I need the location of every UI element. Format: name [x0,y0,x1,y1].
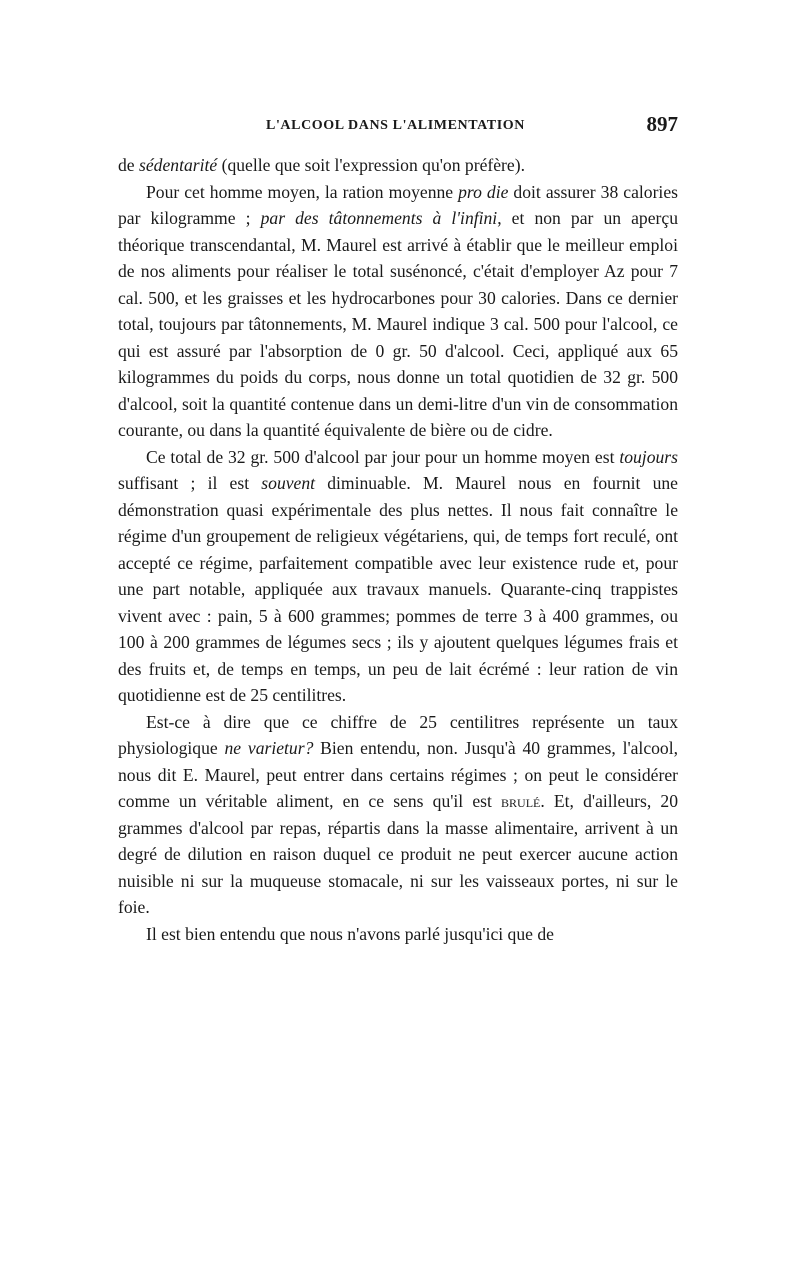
smallcaps-text: brulé [501,791,541,811]
italic-text: souvent [261,473,316,493]
text-run: Ce total de 32 gr. 500 d'alcool par jour pour un homme moyen est [146,446,620,467]
running-title: L'ALCOOL DANS L'ALIMENTATION [266,118,525,133]
italic-text: toujours [619,446,678,467]
running-head [118,112,678,152]
text-run: (quelle que soit l'expression qu'on préfère). [217,155,525,175]
text-run: , et non par un aperçu théorique transcendantal, M. Maurel est arrivé à établir que le meilleur emploi de nos aliments pour réaliser le total susénoncé, c'était d'employer Az pour 7 cal. 500, et les graisses et les hydrocarbones pour 30 calories. Dans ce dernier total, toujours par tâtonnements, M. Maurel indique 3 cal. 500 pour l'alcool, ce qui est assuré par l'absorption de 0 gr. 50 d'alcool. Ceci, appliqué aux 65 kilogrammes du poids du corps, nous donne un total quotidien de 32 gr. 500 d'alcool, soit la quantité contenue dans un demi-litre d'un vin de consommation courante, ou dans la quantité équivalente de bière ou de cidre. [118,208,678,440]
text-run: Pour cet homme moyen, la ration moyenne [146,181,459,202]
book-page [118,112,678,947]
text-run: Bien entendu, non. Jusqu'à 40 grammes, l'alcool, nous dit E. Maurel, peut entrer dans certains régimes ; on peut le considérer comme un véritable aliment, en ce sens qu'il est [118,738,679,811]
page-number: 897 [646,112,678,136]
italic-text: ne varietur? [224,738,314,758]
text-run: Il est bien entendu que nous n'avons parlé jusqu'ici que de [146,923,554,944]
paragraph [118,152,678,179]
body-text [118,152,678,947]
italic-text: par des tâtonnements à l'infini [260,208,498,228]
italic-text: sédentarité [139,155,218,175]
paragraph [118,179,678,444]
paragraph [118,444,678,709]
paragraph [118,709,678,921]
text-run: Est-ce à dire que ce chiffre de 25 centilitres représente un taux physiologique [118,711,678,758]
text-run: de [118,155,140,175]
italic-text: pro die [458,181,509,202]
text-run: diminuable. M. Maurel nous en fournit une démonstration quasi expérimentale des plus nettes. Il nous fait connaître le régime d'un groupement de religieux végétariens, qui, de temps fort reculé, ont accepté ce régime, parfaitement compatible avec leur existence rude et, pour une part notable, appliquée aux travaux manuels. Quarante-cinq trappistes vivent avec : pain, 5 à 600 grammes; pommes de terre 3 à 400 grammes, ou 100 à 200 grammes de légumes secs ; ils y ajoutent quelques légumes frais et des fruits et, de temps en temps, un peu de lait écrémé : leur ration de vin quotidienne est de 25 centilitres. [118,473,678,705]
text-run: doit assurer 38 calories par kilogramme ; [118,181,678,228]
text-run: suffisant ; il est [118,473,262,493]
paragraph [118,921,678,948]
text-run: . Et, d'ailleurs, 20 grammes d'alcool par repas, répartis dans la masse alimentaire, arrivent à un degré de dilution en raison duquel ce produit ne peut exercer aucune action nuisible ni sur la muqueuse stomacale, ni sur les vaisseaux portes, ni sur le foie. [118,791,678,917]
